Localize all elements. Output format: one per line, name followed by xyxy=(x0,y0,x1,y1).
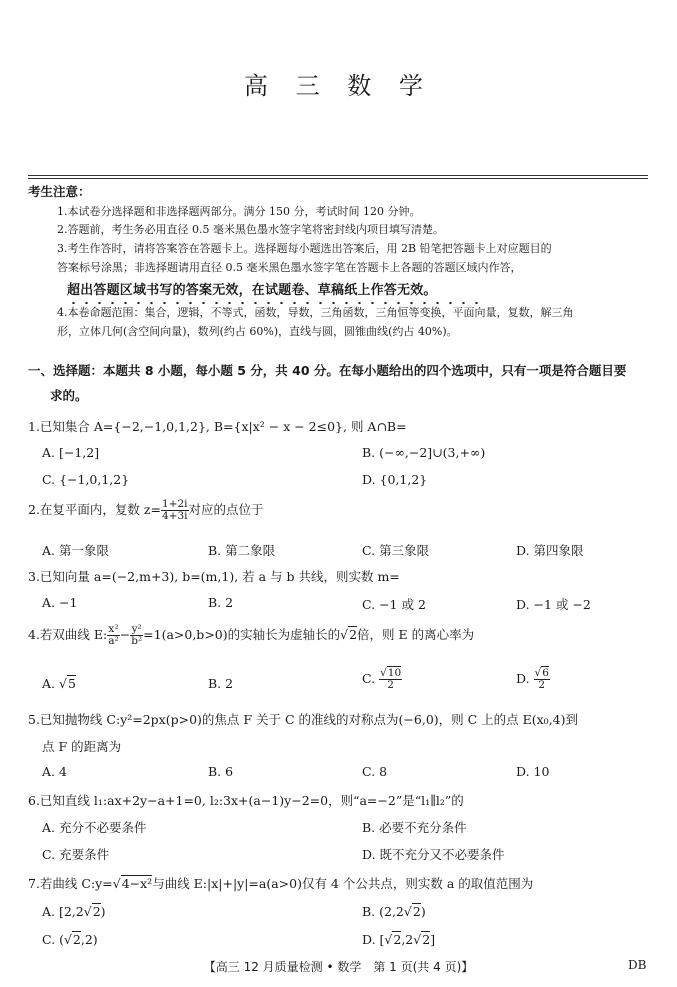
q2-option-c: C. 第三象限 xyxy=(362,543,430,558)
question-1-stem: 1.已知集合 A={−2,−1,0,1,2}, B={x|x² − x − 2≤0}, 则 A∩B= xyxy=(28,419,407,434)
q4-stem-pre: 4.若双曲线 E: xyxy=(28,627,108,642)
q7-a-post: ) xyxy=(100,904,106,919)
q4-d-root: 6 xyxy=(542,667,549,679)
footer-code: DB xyxy=(628,958,647,972)
q7-option-b xyxy=(362,904,426,919)
question-5-stem-line-2: 点 F 的距离为 xyxy=(42,739,122,754)
q7-d-mid: ,2 xyxy=(401,932,414,947)
q4-c-num: √10 xyxy=(380,667,402,679)
q7-c-root: 2 xyxy=(72,932,81,947)
q4-c-root: 10 xyxy=(387,667,402,679)
q4-a-label: A. xyxy=(42,676,59,691)
q4-f2-den: b² xyxy=(131,635,143,647)
question-4-stem xyxy=(28,624,474,647)
q4-c-fraction xyxy=(379,668,402,691)
radical-sign: √ xyxy=(384,932,393,947)
q5-option-d: D. 10 xyxy=(516,764,550,779)
q4-d-label: D. xyxy=(516,671,534,686)
notice-item-3-line-1: 3.考生作答时，请将答案答在答题卡上。选择题每小题选出答案后，用 2B 铅笔把答题卡上对应题目的 xyxy=(57,242,552,255)
q4-option-a xyxy=(42,676,76,691)
question-6-stem: 6.已知直线 l₁:ax+2y−a+1=0, l₂:3x+(a−1)y−2=0，则“a=−2”是“l₁∥l₂”的 xyxy=(28,793,464,808)
q7-d-root-2: 2 xyxy=(422,932,431,947)
q4-option-d xyxy=(516,668,550,691)
q3-option-c: C. −1 或 2 xyxy=(362,597,426,612)
radical-sign: √ xyxy=(112,876,121,891)
q4-minus: − xyxy=(119,627,131,642)
q2-option-a: A. 第一象限 xyxy=(42,543,109,558)
header-rule-bottom xyxy=(28,178,648,179)
radical-sign: √ xyxy=(403,904,412,919)
q4-f1-num: x² xyxy=(108,623,119,635)
q7-b-pre: B. (2,2 xyxy=(362,904,404,919)
q6-option-b: B. 必要不充分条件 xyxy=(362,820,467,835)
q7-option-a xyxy=(42,904,106,919)
q4-d-num: √6 xyxy=(534,667,549,679)
radical-sign: √ xyxy=(340,627,349,642)
q4-option-c xyxy=(362,668,402,691)
question-7-stem xyxy=(28,874,533,892)
q7-c-post: ,2) xyxy=(80,932,98,947)
q4-fraction-x xyxy=(107,624,119,647)
notice-item-2: 2.答题前，考生务必用直径 0.5 毫米黑色墨水签字笔将密封线内项目填写清楚。 xyxy=(57,223,444,236)
q7-d-post: ] xyxy=(430,932,436,947)
radical-sign: √ xyxy=(58,676,67,691)
q4-a-root: 5 xyxy=(67,676,76,691)
q4-d-den: 2 xyxy=(538,679,546,691)
q7-stem-post: 与曲线 E:|x|+|y|=a(a>0)仅有 4 个公共点，则实数 a 的取值范围为 xyxy=(152,876,534,891)
notice-item-4-line-1: 4.本卷命题范围：集合，逻辑，不等式，函数，导数，三角函数，三角恒等变换，平面向量，复数，解三角 xyxy=(57,306,574,319)
q4-c-label: C. xyxy=(362,671,380,686)
q7-stem-pre: 7.若曲线 C:y= xyxy=(28,876,113,891)
q6-option-c: C. 充要条件 xyxy=(42,847,110,862)
q1-option-d: D. {0,1,2} xyxy=(362,472,428,487)
q7-d-pre: D. [ xyxy=(362,932,385,947)
q4-d-fraction xyxy=(534,668,550,691)
q4-fraction-y xyxy=(130,624,143,647)
q4-f2-num: y² xyxy=(131,623,142,635)
q5-option-b: B. 6 xyxy=(208,764,234,779)
header-rule-top xyxy=(28,175,648,176)
q7-option-d xyxy=(362,932,435,947)
q1-option-b: B. (−∞,−2]∪(3,+∞) xyxy=(362,445,486,460)
notice-item-1: 1.本试卷分选择题和非选择题两部分。满分 150 分，考试时间 120 分钟。 xyxy=(57,205,421,218)
q4-f1-den: a² xyxy=(108,635,119,647)
q2-option-d: D. 第四象限 xyxy=(516,543,584,558)
question-2-stem xyxy=(28,499,264,522)
q6-option-d: D. 既不充分又不必要条件 xyxy=(362,847,505,862)
notice-item-4-line-2: 形，立体几何(含空间向量)，数列(约占 60%)，直线与圆，圆锥曲线(约占 40%)。 xyxy=(57,325,458,338)
page-title: 高 三 数 学 xyxy=(244,72,433,100)
q5-option-c: C. 8 xyxy=(362,764,388,779)
q7-c-pre: C. ( xyxy=(42,932,64,947)
q1-option-a: A. [−1,2] xyxy=(42,445,100,460)
notice-heading: 考生注意： xyxy=(28,184,91,199)
q2-stem-post: 对应的点位于 xyxy=(188,502,264,517)
page-footer: 【高三 12 月质量检测 • 数学 第 1 页(共 4 页)】 xyxy=(203,960,474,974)
q4-c-den: 2 xyxy=(387,679,394,691)
section-heading-line-2: 求的。 xyxy=(50,388,88,403)
q2-stem-pre: 2.在复平面内，复数 z= xyxy=(28,502,161,517)
q2-frac-den: 4+3i xyxy=(161,510,188,522)
q7-option-c xyxy=(42,932,98,947)
radical-sign: √ xyxy=(413,932,422,947)
q3-option-d: D. −1 或 −2 xyxy=(516,597,591,612)
q6-option-a: A. 充分不必要条件 xyxy=(42,820,147,835)
q2-fraction xyxy=(161,499,189,522)
q7-a-root: 2 xyxy=(92,904,101,919)
q7-a-pre: A. [2,2 xyxy=(42,904,84,919)
radical-sign: √ xyxy=(83,904,92,919)
q7-d-root-1: 2 xyxy=(393,932,402,947)
q3-option-b: B. 2 xyxy=(208,595,234,610)
q3-option-a: A. −1 xyxy=(42,595,78,610)
q5-option-a: A. 4 xyxy=(42,764,67,779)
q2-frac-num: 1+2i xyxy=(161,498,188,510)
q2-option-b: B. 第二象限 xyxy=(208,543,276,558)
q4-option-b: B. 2 xyxy=(208,676,234,691)
section-heading-line-1: 一、选择题：本题共 8 小题，每小题 5 分，共 40 分。在每小题给出的四个选项中，只有一项是符合题目要 xyxy=(28,363,627,378)
q7-b-post: ) xyxy=(420,904,426,919)
question-3-stem: 3.已知向量 a=(−2,m+3), b=(m,1), 若 a 与 b 共线，则实数 m= xyxy=(28,569,400,584)
q1-option-c: C. {−1,0,1,2} xyxy=(42,472,130,487)
notice-warning-bold: 超出答题区域书写的答案无效，在试题卷、草稿纸上作答无效。 xyxy=(67,283,437,298)
q4-stem-end: 倍，则 E 的离心率为 xyxy=(357,627,475,642)
question-5-stem-line-1: 5.已知抛物线 C:y²=2px(p>0)的焦点 F 关于 C 的准线的对称点为(−6,0)，则 C 上的点 E(x₀,4)到 xyxy=(28,712,578,727)
q4-stem-post: =1(a>0,b>0)的实轴长为虚轴长的 xyxy=(143,627,341,642)
q7-stem-root: 4−x² xyxy=(121,876,153,891)
q7-b-root: 2 xyxy=(412,904,421,919)
radical-sign: √ xyxy=(63,932,72,947)
notice-item-3-line-2: 答案标号涂黑；非选择题请用直径 0.5 毫米黑色墨水签字笔在答题卡上各题的答题区域内作答， xyxy=(57,261,522,274)
q4-root-2: 2 xyxy=(349,627,358,642)
